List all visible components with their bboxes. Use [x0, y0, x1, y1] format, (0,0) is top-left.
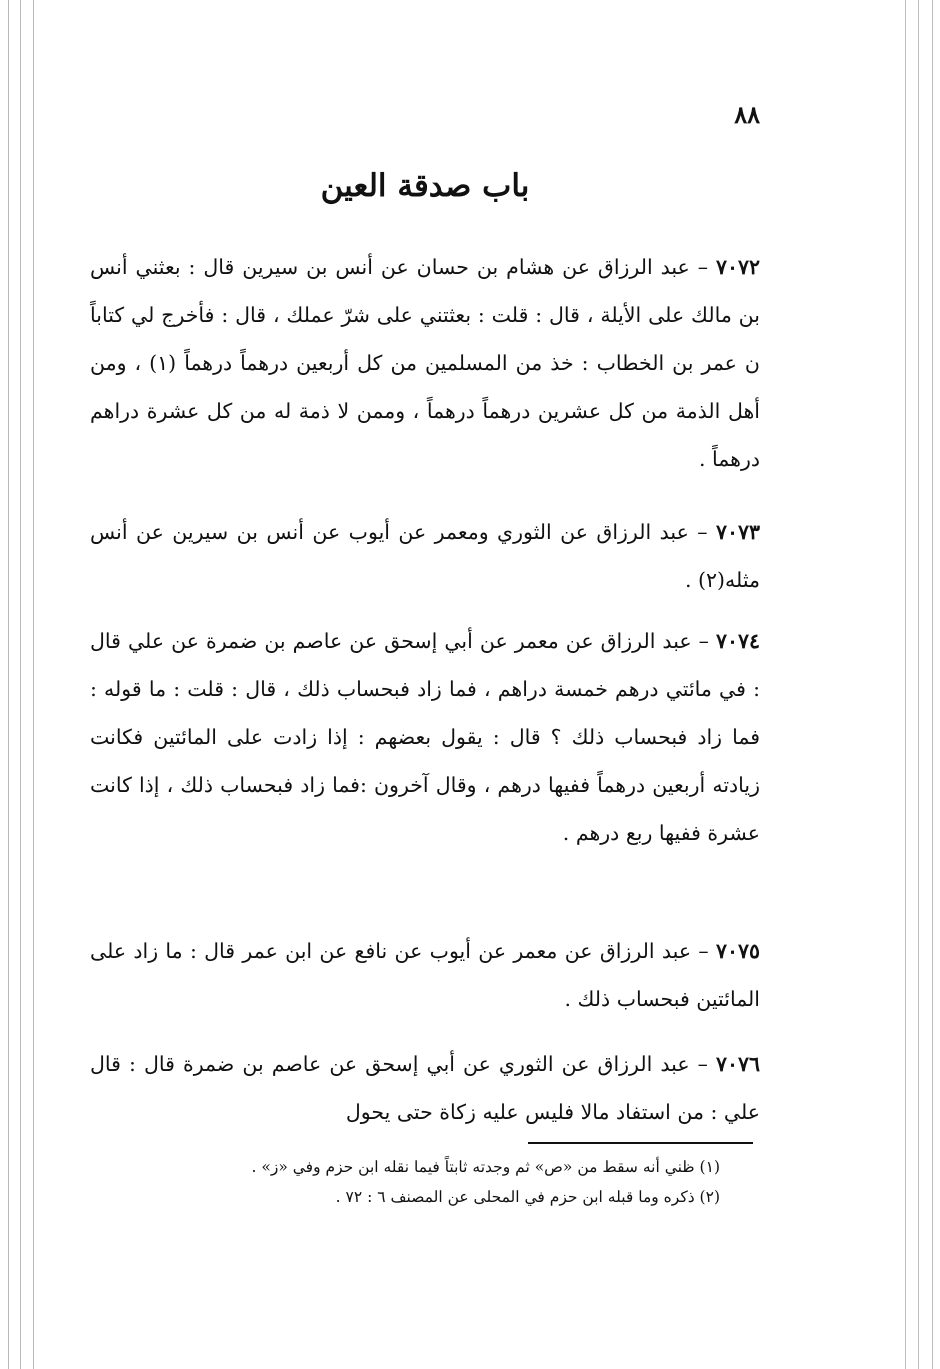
hadith-text: – عبد الرزاق عن معمر عن أبي إسحق عن عاصم بن ضمرة عن علي قال : في مائتي درهم خمسة دراهم ، فما زاد فبحساب ذلك ، قال : قلت : ما قوله : فما زاد فبحساب ذلك ؟ قال : يقول بعضهم : إذا زادت على المائتين فكانت زيادته أربعين درهماً ففيها درهم ، وقال آخرون :فما زاد فبحساب ذلك ، إذا كانت عشرة ففيها ربع درهم .: [90, 629, 760, 845]
page-number: ٨٨: [734, 100, 760, 129]
scan-edge-right: [898, 0, 940, 1369]
hadith-entry: [90, 243, 760, 483]
hadith-text: – عبد الرزاق عن معمر عن أيوب عن نافع عن ابن عمر قال : ما زاد على المائتين فبحساب ذلك .: [90, 939, 760, 1011]
hadith-entry: [90, 1040, 760, 1136]
hadith-text: – عبد الرزاق عن الثوري عن أبي إسحق عن عاصم بن ضمرة قال : قال علي : من استفاد مالا فليس عليه زكاة حتى يحول: [90, 1052, 760, 1124]
hadith-number: ٧٠٧٣: [715, 520, 760, 544]
scan-edge-left: [0, 0, 42, 1369]
hadith-number: ٧٠٧٦: [715, 1052, 760, 1076]
hadith-text: – عبد الرزاق عن الثوري ومعمر عن أيوب عن أنس بن سيرين عن أنس مثله(٢) .: [90, 520, 760, 592]
footnote-2: (٢) ذكره وما قبله ابن حزم في المحلى عن المصنف ٦ : ٧٢ .: [335, 1188, 720, 1206]
hadith-entry: [90, 508, 760, 604]
hadith-number: ٧٠٧٥: [715, 939, 760, 963]
hadith-text: – عبد الرزاق عن هشام بن حسان عن أنس بن سيرين قال : بعثني أنس بن مالك على الأيلة ، قال : قلت : بعثتني على شرّ عملك ، قال : فأخرج لي كتاباً ن عمر بن الخطاب : خذ من المسلمين من كل أربعين درهماً درهماً (١) ، ومن أهل الذمة من كل عشرين درهماً درهماً ، وممن لا ذمة له من كل عشرة دراهم درهماً .: [90, 255, 760, 471]
hadith-entry: [90, 927, 760, 1023]
footnote-1: (١) ظني أنه سقط من «ص» ثم وجدته ثابتاً فيما نقله ابن حزم وفي «ز» .: [251, 1158, 720, 1176]
hadith-number: ٧٠٧٢: [715, 255, 760, 279]
footnotes: [140, 1152, 720, 1212]
chapter-title: باب صدقة العين: [320, 168, 530, 204]
hadith-entry: [90, 617, 760, 857]
hadith-number: ٧٠٧٤: [715, 629, 760, 653]
footnote-divider: [528, 1142, 753, 1144]
